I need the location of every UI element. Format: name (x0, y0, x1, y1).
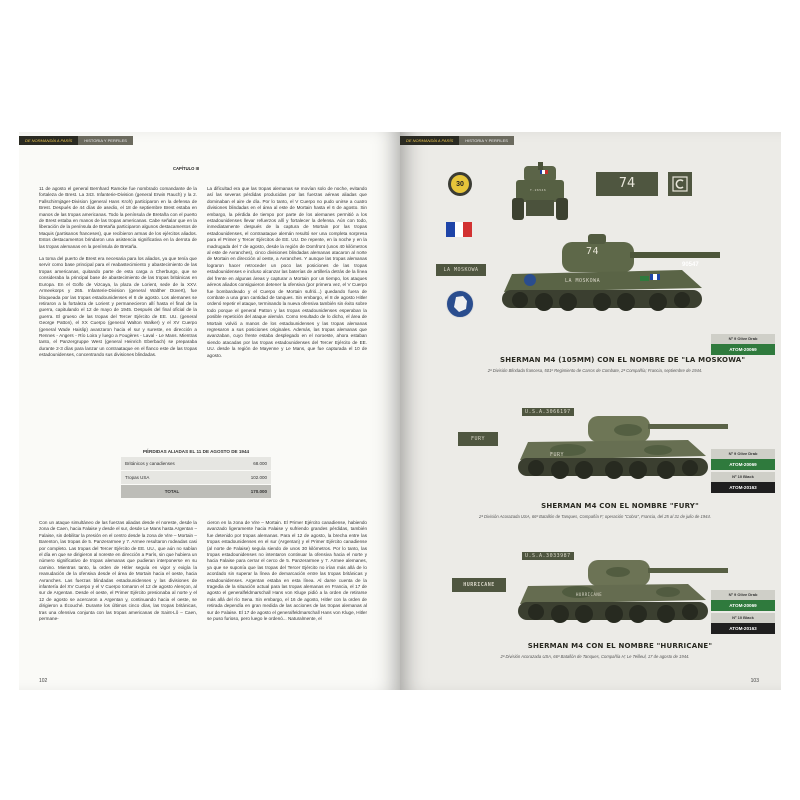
paint-label: Nº 10 Black (711, 472, 775, 482)
text-column-3 (39, 520, 197, 670)
division-number: 30 (451, 175, 469, 193)
paragraph: 11 de agosto el general Bernhard Ramcke fue nombrado comandante de la fortaleza de Brest. La 343. Infanterie-Division (general Erwin Rauch) y la 2. Fallschirmjäger-Division (general Hans Kroh) participaron en la defensa de Brest. Después de 44 días de asedio, el 18 de septiembre Brest estaba en manos de las tropas americanas. Todo la península de Bretaña con el puerto de Brest estaba en manos de las tropas americanas. Cabe señalar que en la liberación de la península de Bretaña participaron algunos destacamentos de Maquis (partisanos franceses), que recibieron armas de los ejércitos aliados. Estos destacamentos brindaron una asistencia significativa en la derrota de las tropas alemanas en la península de Bretaña. (39, 186, 197, 249)
paint-label: Nº 9 Olive Drab (711, 590, 775, 600)
right-header-tabs (400, 136, 514, 145)
table-row (121, 457, 271, 471)
paint-code-box (711, 613, 775, 634)
division-badge (448, 172, 472, 196)
section-tab: HISTORIA Y PERFILES (78, 136, 133, 145)
row-label: Británicos y canadienses (121, 457, 223, 471)
losses-table (121, 449, 271, 498)
profile-title: SHERMAN M4 CON EL NOMBRE "FURY" (541, 502, 699, 510)
profile-subtitle: 2ª División Blindada francesa, 501º Regimiento de Carros de Combate, 2ª Compañía; Francia, septiembre de 1944. (487, 368, 703, 373)
paragraph: La dificultad era que las tropas alemanas se movían solo de noche, evitando así las severas pérdidas producidas por las fuerzas aéreas aliadas que dominaban el aire de día. Por lo tanto, el V Cuerpo no pudo unirse a cuatro divisiones blindadas en el área al este de Mortain hasta el 6 de agosto. Sin embargo, la pérdida de tiempo por parte de los alemanes permitió a los estadounidenses llevar refuerzos allí y fortalecer la defensa. Aún con todo, inmediatamente después de la captura de Mortain por las tropas estadounidenses, el contraataque alemán resultó ser una completa sorpresa para el Primer y Tercer Ejércitos de EE. UU. De repente, en la noche y en la madrugada del 7 de agosto, desde la región de Domfront (unos 40 kilómetros al este de Avranches), cinco divisiones blindadas alemanas atacaron al norte de Mortain en dirección al oeste, a Avranches. Y aunque las tropas alemanas lograron hacer retroceder un poco las posiciones de las tropas estadounidenses e incluso alcanzar las baterías de artillería detrás de la línea del frente en algunas áreas y capturar a Mortain por un tiempo, los ataques aéreos aliados consiguieron detener la ofensiva (por primera vez, el V Cuerpo fue bombardeado y el Cuerpo de Mortain sufrió...) quedando fuera de combate a una gran cantidad de tanques. Sin embargo, el 8 de agosto Hitler ordenó repetir el ataque, terminando la nueva ofensiva también sin éxito sobre todo porque el general Patton y las tropas estadounidenses esperaban la posible repetición del ataque alemán. Como resultado de lo dicho, el área de Mortain volvió a manos de los estadounidenses y las tropas alemanas regresaron a sus posiciones originales. Además, las tropas alemanas que avanzaban, cuyo frente estaba desplegado en el noroeste, ahora estaban siendo atacadas por las tropas estadounidenses del Tercer Ejército de EE. UU. desde la región de Mayenne y Le Mans, que fue capturada el 10 de agosto. (207, 186, 367, 358)
hull-name-on-tank: LA MOSKOWA (565, 278, 601, 284)
paint-code: ATOM-20069 (711, 459, 775, 470)
tank-profile-fury (508, 404, 743, 494)
table-row (121, 471, 271, 485)
paint-label: Nº 9 Olive Drab (711, 334, 775, 344)
profile-title: SHERMAN M4 CON EL NOMBRE "HURRICANE" (527, 642, 713, 650)
tank-serial: 90547 (682, 262, 699, 268)
hull-name-on-tank: FURY (550, 452, 565, 458)
losses-table-title: PÉRDIDAS ALIADAS EL 11 DE AGOSTO DE 1944 (142, 449, 250, 454)
chapter-label: CAPÍTULO III (173, 166, 200, 171)
company-symbol-icon (672, 176, 688, 192)
paint-code-box (711, 449, 775, 470)
paint-label: Nº 9 Olive Drab (711, 449, 775, 459)
series-tab: DE NORMANDÍA A PARÍS (400, 136, 459, 145)
profile-title: SHERMAN M4 (105MM) CON EL NOMBRE DE "LA MOSKOWA" (500, 356, 746, 364)
paint-code: ATOM-20163 (711, 482, 775, 493)
company-symbol-plate (668, 172, 692, 196)
hull-number-on-tank: 74 (586, 246, 600, 257)
series-tab: DE NORMANDÍA A PARÍS (19, 136, 78, 145)
paragraph: cieron en la zona de Vire – Mortain. El Primer Ejército canadiense, habiendo avanzado ligeramente hacia Falaise y sufriendo grandes pérdidas, también fue detenido por tropas alemanas. Para el 12 de agosto, la brecha entre las tropas estadounidenses en el sur (Argentan) y el Primer Ejército canadiense (al norte de Falaise) seguía siendo de unos 30 kilómetros. Por lo tanto, las tropas estadounidenses no intentaron continuar la ofensiva hacia el norte y hacia Falaise para cerrar el cerco de 5. Panzerarmee y 7. Armee alemanes, ya que se suponía que las tropas del Tercer Ejército no irían más allá de lo acordado sin superar la línea de demarcación entre las tropas británicas y estadounidenses. Argentan estaba en esta línea. Al darse cuenta de la tragedia de la situación actual para las tropas alemanas en Francia, el 17 de agosto el generalfeldmarschall Hans von Kluge pidió a la orden de retirarse más allá del río Sena. Sin embargo, el 16 de agosto, Hitler con la orden de retirada dependía en gran medida de las acciones de las tropas alemanas al sur de Falaise. El 17 de agosto el generalfeldmarschall Hans von Kluge, Hitler se puso furioso, pero luego le ordenó... Naturalmente, el (207, 520, 367, 622)
paragraph: La toma del puerto de Brest era necesaria para los aliados, ya que tenía que servir como base principal para el reabastecimiento y abastecimiento de las tropas americanas, quitando parte de esta carga a Cherburgo, que se consideraba la principal base de abastecimiento de las tropas británicas en Europa. En el Golfo de Vizcaya, la plaza de Lorient, sede de la XXV. Armeekorps y 265. Infanterie-Division (general Walther Düvert), fue bloqueada por las tropas estadounidenses el 8 de agosto. Los alemanes se retiraron a la fortaleza de Lorient y permanecieron allí hasta el final de la guerra, capitulando el 12 de mayo de 1945. Después del final oficial de la guerra. El grueso de las tropas del Tercer Ejército de EE. UU. (general George Patton), el XX Cuerpo (general Walton Walker) y el XV Cuerpo (general Wade Haislip) avanzaron hacia el sur y sureste, en dirección a Rennes - Angers - Río Loira y luego a Fougères - Laval - Le Mans. Mientras tanto, el Panzergruppe West (general Heinrich Eberbach) se preparaba durante 2-3 días para lanzar un contraataque en el flanco este de las tropas estadounidenses, concentrando sus divisiones blindadas. (39, 256, 197, 358)
paint-code: ATOM-20069 (711, 600, 775, 611)
paint-code: ATOM-20069 (711, 344, 775, 355)
serial-plate: U.S.A.3066197 (522, 408, 574, 416)
profile-subtitle: 2ª División Acorazada USA, 66º Batallón de Tanques, Compañía H; Le Teilleul, 17 de agosto de 1944. (500, 654, 690, 659)
paint-code-box (711, 472, 775, 493)
total-label: TOTAL (121, 485, 223, 499)
hull-number-plate: 74 (596, 172, 658, 196)
text-column-4 (207, 520, 367, 670)
hurricane-name-plate: HURRICANE (452, 578, 506, 592)
france-map-roundel (446, 290, 474, 318)
total-value: 170.000 (223, 485, 271, 499)
profile-subtitle: 2ª División Acorazada USA, 66º Batallón de Tanques, Compañía F; operación "Cobra", Francia, del 25 al 31 de julio de 1944. (478, 514, 711, 519)
tank-profile-la-moskowa (492, 232, 727, 327)
row-value: 68.000 (223, 457, 271, 471)
tank-front-view-icon (510, 162, 570, 224)
table-total-row (121, 485, 271, 499)
paint-label: Nº 10 Black (711, 613, 775, 623)
row-value: 102.000 (223, 471, 271, 485)
page-number-left: 102 (39, 678, 48, 684)
registration-small: T-26546 (530, 188, 547, 192)
open-book-spread (19, 132, 781, 690)
text-column-2 (207, 186, 367, 365)
fury-name-plate: FURY (458, 432, 498, 446)
paint-code-box (711, 590, 775, 611)
paint-code: ATOM-20163 (711, 623, 775, 634)
serial-plate: U.S.A.3033987 (522, 552, 574, 560)
page-number-right: 103 (750, 678, 759, 684)
france-map-icon (447, 291, 473, 317)
hull-name-on-tank: HURRICANE (576, 592, 603, 597)
left-header-tabs (19, 136, 133, 145)
french-flag (446, 222, 472, 237)
text-column-1 (39, 186, 197, 365)
right-page (400, 132, 781, 690)
section-tab: HISTORIA Y PERFILES (459, 136, 514, 145)
tank-profile-hurricane (508, 548, 743, 638)
la-moskowa-plate: LA MOSKOWA (436, 264, 486, 276)
left-page (19, 132, 400, 690)
row-label: Tropas USA (121, 471, 223, 485)
paragraph: Con un ataque simultáneo de las fuerzas aliadas desde el noreste, desde la zona de Caen, hacia Falaise y desde el sur, desde Le Mans hasta Argentan – Falaise, sin debilitar la presión en el centro desde la zona de Vire – Mortain – Barenton, las tropas de 5. Panzerarmee y 7. Armee resultaron rodeadas casi por completo. Las tropas del Tercer Ejército de EE. UU., que aún no sabían el día en que se dirigieron al noreste en dirección a París, sin que hubiera un número significativo de tropas alemanas que pudieran interponerse en su camino. Mientras tanto, la orden de Hitler seguía en vigor y exigía la reanudación de la ofensiva desde el área de Mortain hacia el oeste, hacia Avranches. Las fuerzas blindadas estadounidenses y las divisiones de infantería del XV Cuerpo y el V Cuerpo tomaron el 12 de agosto Alençon, al sur de Argentan. Desde el oeste, el Primer Ejército presionaba al norte y el 12 de agosto se acercaron a Argentan y, continuando hacia el oeste, se dirigieron a Écouché. Durante los últimos cinco días, las tropas británicas, tras una ofensiva conjunta con las tropas americanas de Saint-Lô – Caen, permane- (39, 520, 197, 622)
paint-code-box (711, 334, 775, 355)
